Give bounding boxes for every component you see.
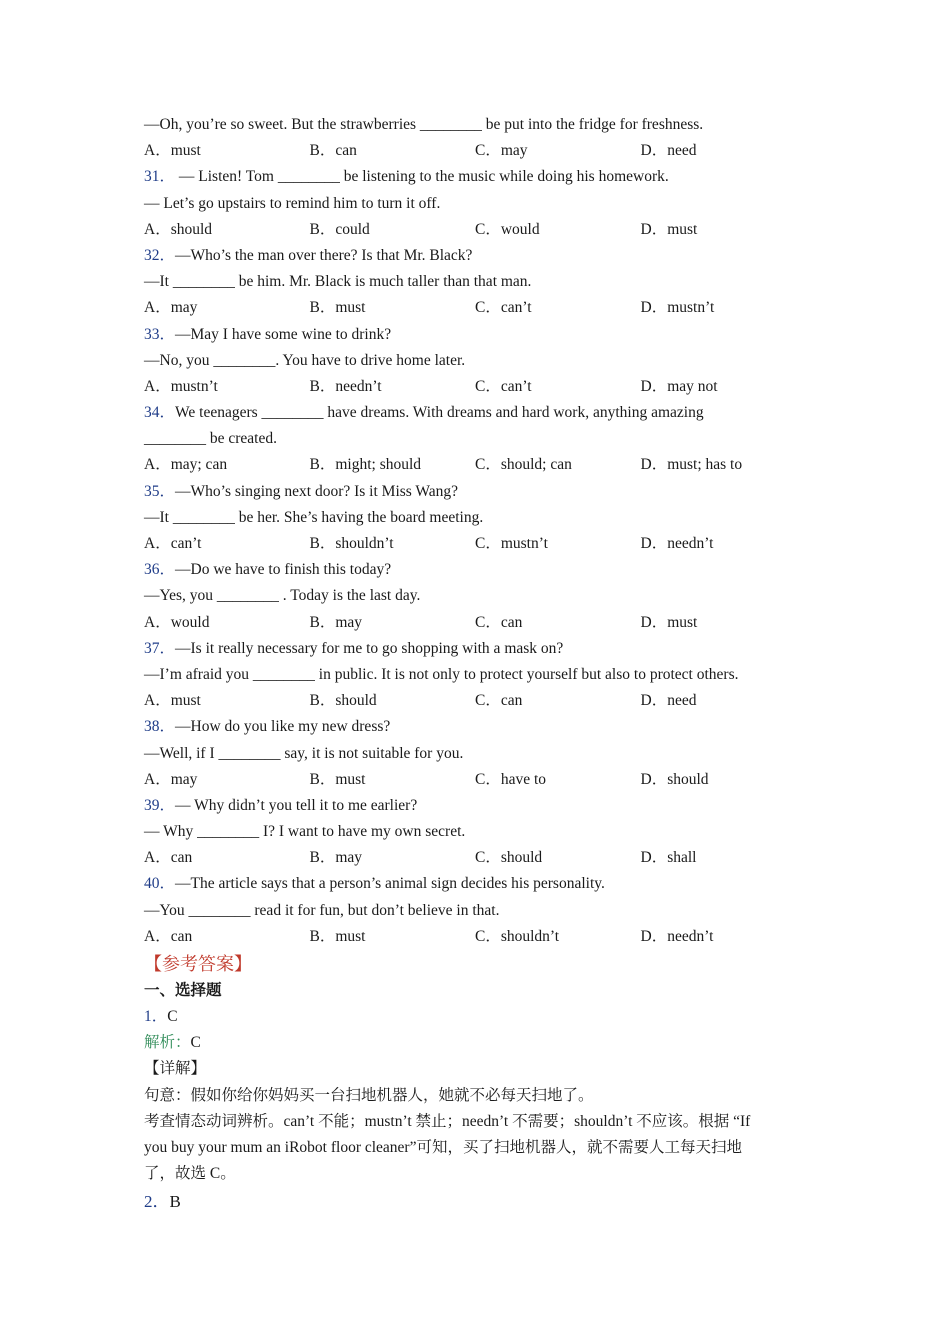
option-c: C．should xyxy=(475,849,543,867)
question-text: —Do we have to finish this today? xyxy=(175,561,392,579)
analysis-line xyxy=(144,1030,814,1056)
question-line: —No, you ________. You have to drive home later. xyxy=(144,351,466,369)
question-30-prompt: —Oh, you’re so sweet. But the strawberries ________ be put into the fridge for freshness. xyxy=(144,116,704,133)
question-number: 40． xyxy=(144,875,176,893)
answer-number: 2． xyxy=(144,1192,170,1212)
question-line: ________ be created. xyxy=(144,430,277,448)
option-d: D．need xyxy=(640,142,697,160)
question-36 xyxy=(144,557,814,636)
option-b: B．may xyxy=(309,849,363,867)
option-d: D．must xyxy=(640,613,698,631)
option-b: B．needn’t xyxy=(309,377,382,395)
section-heading: 一、选择题 xyxy=(144,982,222,999)
question-line xyxy=(144,871,814,897)
question-line xyxy=(144,479,814,505)
question-40 xyxy=(144,871,814,950)
question-34 xyxy=(144,400,814,479)
detail-line: 了，故选 C。 xyxy=(144,1165,236,1183)
question-30-options xyxy=(144,138,814,164)
page-content xyxy=(144,112,814,1216)
option-c: C．can xyxy=(475,692,523,710)
question-options xyxy=(144,688,814,714)
question-37 xyxy=(144,636,814,715)
option-d: D．may not xyxy=(640,377,718,395)
option-a: A．should xyxy=(144,220,213,238)
question-31 xyxy=(144,164,814,243)
option-a: A．can xyxy=(144,927,193,945)
question-number: 36． xyxy=(144,561,176,579)
detail-label: 【详解】 xyxy=(144,1060,207,1078)
question-text: —Is it really necessary for me to go shopping with a mask on? xyxy=(175,639,564,657)
option-d: D．must; has to xyxy=(640,456,743,474)
question-38 xyxy=(144,714,814,793)
option-b: B．can xyxy=(309,142,357,160)
question-line: —I’m afraid you ________ in public. It is not only to protect yourself but also to protect others. xyxy=(144,665,739,683)
answer-value: C xyxy=(167,1008,178,1025)
question-text: — Why didn’t you tell it to me earlier? xyxy=(175,796,418,814)
question-text: We teenagers ________ have dreams. With dreams and hard work, anything amazing xyxy=(175,404,704,422)
question-number: 38． xyxy=(144,718,176,736)
option-d: D．need xyxy=(640,692,697,710)
option-a: A．must xyxy=(144,142,201,160)
question-text: —How do you like my new dress? xyxy=(175,718,391,736)
question-number: 32． xyxy=(144,246,176,264)
question-text: — Listen! Tom ________ be listening to the music while doing his homework. xyxy=(175,168,669,186)
option-c: C．shouldn’t xyxy=(475,927,560,945)
question-line xyxy=(144,322,814,348)
question-line: —Well, if I ________ say, it is not suitable for you. xyxy=(144,744,464,762)
option-c: C．may xyxy=(475,142,528,160)
question-line xyxy=(144,636,814,662)
question-line: —It ________ be her. She’s having the board meeting. xyxy=(144,508,484,526)
question-line: —Yes, you ________ . Today is the last day. xyxy=(144,587,421,605)
option-d: D．needn’t xyxy=(640,535,714,552)
question-text: —Who’s singing next door? Is it Miss Wang? xyxy=(175,482,459,500)
question-35 xyxy=(144,479,814,558)
question-options xyxy=(144,845,814,871)
question-options xyxy=(144,610,814,636)
question-line xyxy=(144,793,814,819)
option-b: B．should xyxy=(309,692,377,710)
option-b: B．must xyxy=(309,927,366,945)
question-39 xyxy=(144,793,814,872)
question-text: —Who’s the man over there? Is that Mr. Black? xyxy=(175,246,473,264)
option-a: A．can xyxy=(144,849,193,867)
question-options xyxy=(144,374,814,400)
question-line xyxy=(144,164,814,190)
question-line: —It ________ be him. Mr. Black is much taller than that man. xyxy=(144,273,532,291)
detail-line: 考查情态动词辨析。can’t 不能；mustn’t 禁止；needn’t 不需要；shouldn’t 不应该。根据 “If xyxy=(144,1112,751,1130)
detail-line: 句意：假如你给你妈妈买一台扫地机器人，她就不必每天扫地了。 xyxy=(144,1086,594,1104)
option-b: B．might; should xyxy=(309,456,422,474)
analysis-value: C xyxy=(190,1034,201,1052)
question-33 xyxy=(144,322,814,401)
answer-number: 1． xyxy=(144,1008,168,1025)
option-c: C．would xyxy=(475,220,540,238)
option-a: A．may; can xyxy=(144,456,228,474)
question-options xyxy=(144,924,814,950)
option-a: A．may xyxy=(144,299,198,317)
detail-line: you buy your mum an iRobot floor cleaner”可知，买了扫地机器人，就不需要人工每天扫地 xyxy=(144,1138,742,1156)
option-d: D．mustn’t xyxy=(640,299,715,317)
option-c: C．can’t xyxy=(475,299,532,317)
option-b: B．must xyxy=(309,770,366,788)
question-text: —May I have some wine to drink? xyxy=(175,325,392,343)
question-line xyxy=(144,557,814,583)
question-line: — Why ________ I? I want to have my own secret. xyxy=(144,823,466,841)
answer-2 xyxy=(144,1189,814,1215)
option-a: A．mustn’t xyxy=(144,377,218,395)
question-32 xyxy=(144,243,814,322)
option-d: D．needn’t xyxy=(640,927,714,945)
option-a: A．can’t xyxy=(144,535,202,552)
option-b: B．could xyxy=(309,220,370,238)
option-b: B．must xyxy=(309,299,366,317)
question-number: 37． xyxy=(144,639,176,657)
option-d: D．shall xyxy=(640,849,697,867)
question-line xyxy=(144,714,814,740)
option-c: C．can xyxy=(475,613,523,631)
analysis-label: 解析： xyxy=(144,1034,191,1052)
question-line xyxy=(144,400,814,426)
question-line: —You ________ read it for fun, but don’t believe in that. xyxy=(144,901,500,919)
question-number: 31． xyxy=(144,168,176,186)
option-c: C．should; can xyxy=(475,456,572,474)
option-c: C．can’t xyxy=(475,377,532,395)
option-a: A．would xyxy=(144,613,210,631)
option-b: B．shouldn’t xyxy=(309,535,394,552)
question-number: 33． xyxy=(144,325,176,343)
question-options xyxy=(144,452,814,478)
answer-value: B xyxy=(169,1192,181,1212)
question-number: 39． xyxy=(144,796,176,814)
question-options xyxy=(144,217,814,243)
question-line: — Let’s go upstairs to remind him to turn it off. xyxy=(144,194,441,212)
question-number: 34． xyxy=(144,404,176,422)
question-options xyxy=(144,767,814,793)
option-c: C．mustn’t xyxy=(475,535,548,552)
question-options xyxy=(144,295,814,321)
option-b: B．may xyxy=(309,613,363,631)
question-number: 35． xyxy=(144,482,176,500)
option-a: A．may xyxy=(144,770,198,788)
option-d: D．should xyxy=(640,770,709,788)
question-text: —The article says that a person’s animal sign decides his personality. xyxy=(175,875,605,893)
question-options xyxy=(144,531,814,557)
option-d: D．must xyxy=(640,220,698,238)
answer-key-title: 【参考答案】 xyxy=(144,954,252,974)
option-a: A．must xyxy=(144,692,201,710)
question-line xyxy=(144,243,814,269)
answer-1 xyxy=(144,1004,814,1030)
option-c: C．have to xyxy=(475,770,547,788)
